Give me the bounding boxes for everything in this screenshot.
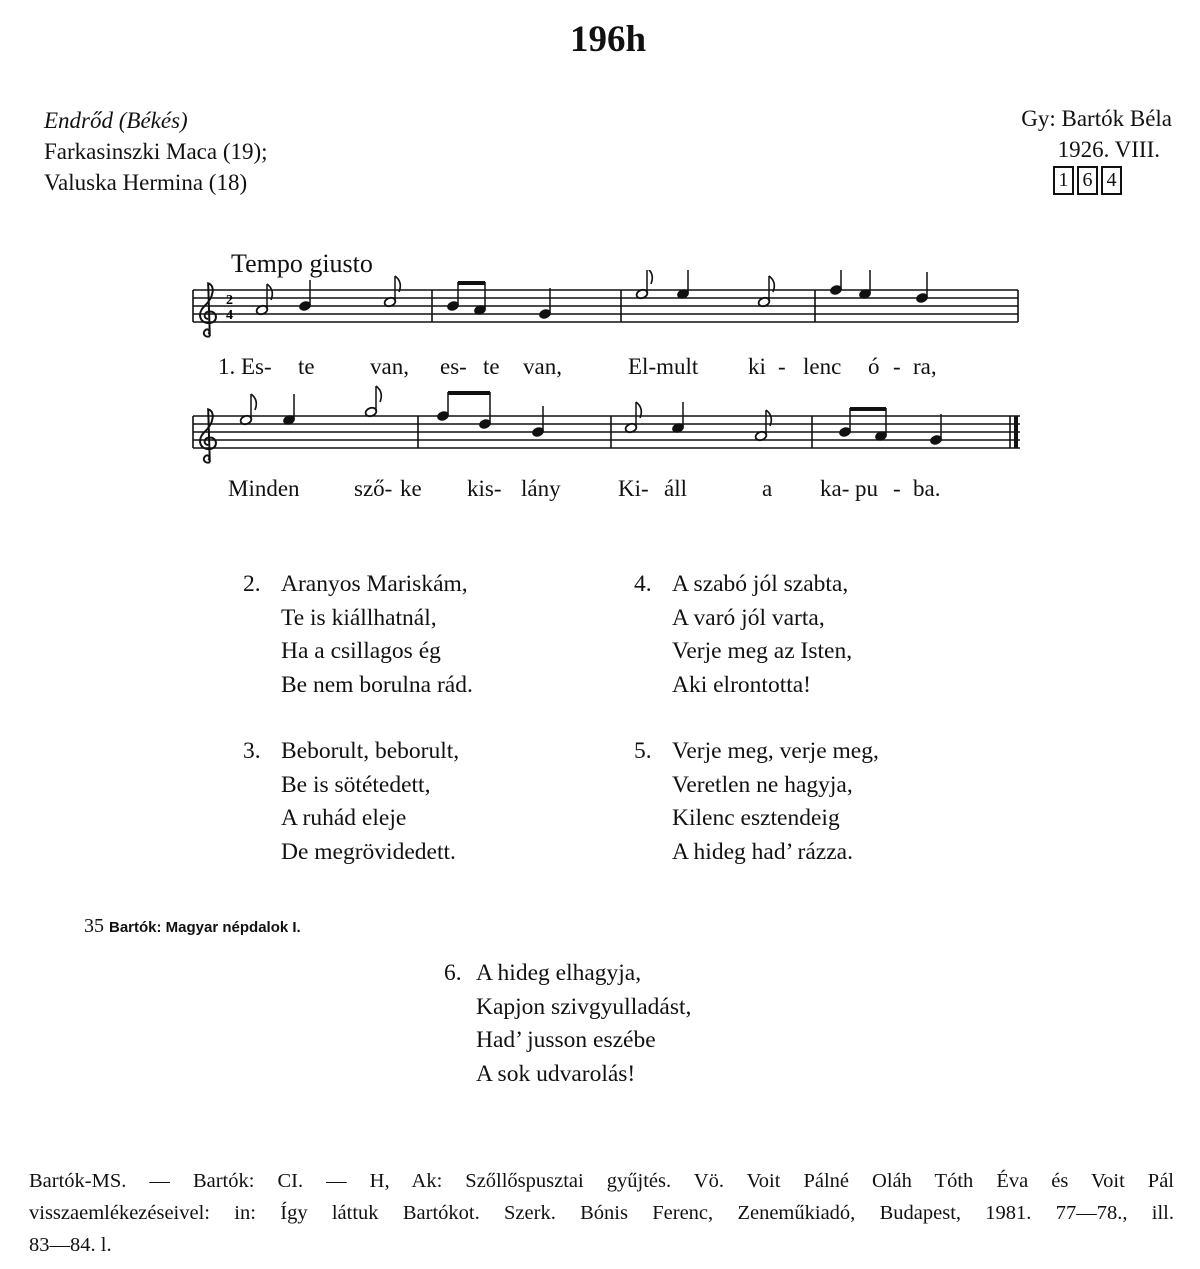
verse-6 [444, 957, 784, 1097]
lyric-syllable: te [298, 354, 315, 379]
lyric-syllable: pu [855, 476, 878, 501]
verse-line: A varó jól varta, [672, 604, 825, 631]
verse-line: Verje meg az Isten, [672, 638, 853, 664]
lyric-syllable: lenc [803, 354, 842, 379]
verse-line: Beborult, beborult, [281, 738, 460, 764]
lyric-syllable: kis- [467, 476, 502, 501]
staff-system-1 [193, 290, 1018, 322]
singer-name: Farkasinszki Maca (19); [44, 139, 268, 164]
verse-line: Aki elrontotta! [672, 671, 812, 698]
catalog-digit: 6 [1077, 166, 1098, 195]
verse-number: 5. [634, 738, 652, 764]
lyric-syllable: - [893, 354, 901, 379]
lyric-syllable: ba. [913, 476, 941, 501]
lyric-syllable: ra, [913, 354, 937, 379]
collection-date: 1926. VIII. [1057, 137, 1160, 162]
verse-3 [243, 735, 563, 875]
verse-line: Be is sötétedett, [281, 771, 431, 798]
lyrics-line-1 [218, 354, 937, 379]
song-number: 196h [569, 19, 647, 60]
verse-line: Ha a csillagos ég [281, 638, 441, 664]
time-signature-bottom: 4 [226, 308, 233, 323]
lyric-syllable: lány [521, 476, 561, 501]
lyric-syllable: 1. Es- [218, 354, 272, 379]
collection-place: Endrőd (Békés) [44, 108, 188, 133]
lyric-syllable: ke [400, 476, 422, 501]
verse-line: A ruhád eleje [281, 805, 407, 831]
verse-5 [634, 735, 954, 875]
page-number: 35 [84, 915, 104, 937]
verse-line: De megrövidedett. [281, 838, 456, 865]
lyric-syllable: áll [664, 476, 687, 501]
verse-number: 4. [634, 571, 652, 597]
verse-line: Te is kiállhatnál, [281, 604, 437, 631]
music-score [0, 270, 1200, 510]
lyric-syllable: ki [748, 354, 766, 379]
catalog-number [1053, 166, 1122, 195]
verse-line: A hideg had’ rázza. [672, 838, 853, 865]
lyric-syllable: Ki- [618, 476, 649, 501]
verse-line: Kapjon szivgyulladást, [476, 993, 692, 1020]
verse-line: Had’ jusson eszébe [476, 1027, 656, 1053]
lyric-syllable: ka- [820, 476, 850, 501]
verse-line: A hideg elhagyja, [476, 960, 642, 986]
lyric-syllable: sző- [354, 476, 393, 501]
source-note-line: Bartók-MS. — Bartók: CI. — H, Ak: Szőllőspusztai gyűjtés. Vö. Voit Pálné Oláh Tóth Éva és Voit Pál [29, 1170, 1174, 1192]
notes-system-1 [255, 270, 928, 320]
singer-name: Valuska Hermina (18) [44, 170, 248, 195]
verse-line: Aranyos Mariskám, [281, 571, 468, 597]
lyrics-line-2 [228, 476, 940, 501]
verse-line: A sok udvarolás! [476, 1060, 636, 1087]
lyric-syllable: Minden [228, 476, 300, 501]
lyric-syllable: - [893, 476, 901, 501]
verse-number: 6. [444, 960, 462, 986]
verse-number: 2. [243, 571, 261, 597]
verse-line: Verje meg, verje meg, [672, 738, 879, 764]
lyric-syllable: ó [868, 354, 880, 379]
lyric-syllable: es- [440, 354, 467, 379]
collector: Gy: Bartók Béla [1021, 106, 1172, 131]
source-note-line: visszaemlékezéseivel: in: Így láttuk Bartókot. Szerk. Bónis Ferenc, Zeneműkiadó, Budapest, 1981. 77—78., ill. [29, 1202, 1174, 1224]
source-note-line: 83—84. l. [29, 1234, 112, 1256]
verse-line: A szabó jól szabta, [672, 571, 849, 597]
treble-clef-icon [200, 409, 216, 462]
source-note [29, 1165, 1174, 1261]
lyric-syllable: van, [523, 354, 562, 379]
catalog-digit: 1 [1053, 166, 1074, 195]
treble-clef-icon [200, 283, 216, 336]
footnote-title: Bartók: Magyar népdalok I. [109, 919, 301, 936]
verse-line: Veretlen ne hagyja, [672, 771, 853, 798]
lyric-syllable: El-mult [628, 354, 699, 379]
staff-system-2 [193, 416, 1020, 448]
verse-number: 3. [243, 738, 261, 764]
verse-line: Be nem borulna rád. [281, 671, 473, 698]
lyric-syllable: te [483, 354, 500, 379]
lyric-syllable: a [762, 476, 773, 501]
lyric-syllable: - [778, 354, 786, 379]
verse-line: Kilenc esztendeig [672, 805, 840, 831]
verse-4 [634, 568, 954, 708]
catalog-digit: 4 [1101, 166, 1122, 195]
verse-2 [243, 568, 563, 708]
lyric-syllable: van, [370, 354, 409, 379]
tempo-marking: Tempo giusto [231, 249, 373, 278]
time-signature-top: 2 [226, 293, 233, 308]
page-footnote [84, 915, 301, 938]
